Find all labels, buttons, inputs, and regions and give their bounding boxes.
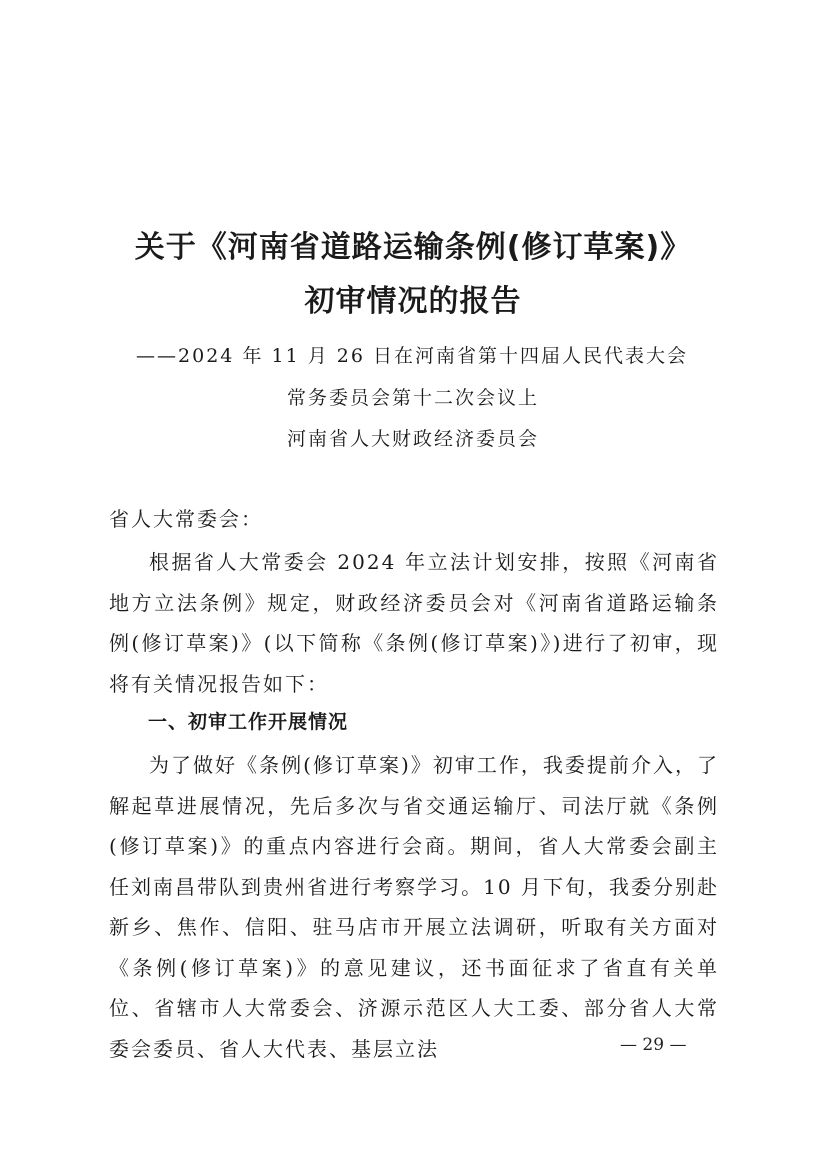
document-title-line-2: 初审情况的报告 <box>304 284 522 319</box>
salutation: 省人大常委会： <box>109 507 263 531</box>
subtitle-date-line: ——2024 年 11 月 26 日在河南省第十四届人民代表大会 <box>136 345 688 367</box>
section-heading-1: 一、初审工作开展情况 <box>148 711 349 733</box>
paragraph-intro: 根据省人大常委会 2024 年立法计划安排，按照《河南省地方立法条例》规定，财政经济委员会对《河南省道路运输条例(修订草案)》(以下简称《条例(修订草案)》)进行了初审，现将有关情况报告如下： <box>109 550 719 696</box>
document-title-line-1: 关于《河南省道路运输条例(修订草案)》 <box>134 230 692 265</box>
subtitle-meeting-line: 常务委员会第十二次会议上 <box>286 387 539 409</box>
subtitle-author-line: 河南省人大财政经济委员会 <box>286 428 539 450</box>
page-number: — 29 — <box>620 1035 687 1055</box>
paragraph-review-work: 为了做好《条例(修订草案)》初审工作，我委提前介入，了解起草进展情况，先后多次与省交通运输厅、司法厅就《条例(修订草案)》的重点内容进行会商。期间，省人大常委会副主任刘南昌带队到贵州省进行考察学习。10 月下旬，我委分别赴新乡、焦作、信阳、驻马店市开展立法调研，听取有关方面对《条例(修订草案)》的意见建议，还书面征求了省直有关单位、省辖市人大常委会、济源示范区人大工委、部分省人大常委会委员、省人大代表、基层立法 <box>109 753 719 1061</box>
